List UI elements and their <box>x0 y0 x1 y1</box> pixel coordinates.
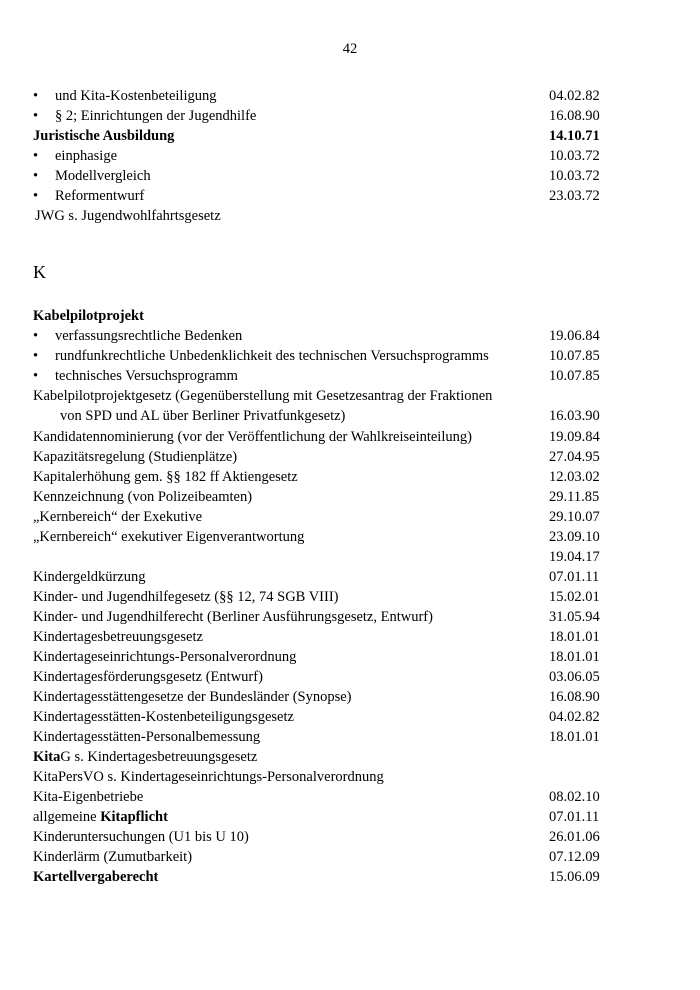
list-item <box>33 587 673 607</box>
entry-text: Kindertagesstätten-Kostenbeteiligungsgesetz <box>33 709 294 725</box>
entry-date: 03.06.05 <box>549 669 600 685</box>
list-item <box>33 467 673 487</box>
entry-text: Kinderuntersuchungen (U1 bis U 10) <box>33 829 249 845</box>
entry-date: 18.01.01 <box>549 649 600 665</box>
entry-date: 19.04.17 <box>549 549 600 565</box>
entry-text: verfassungsrechtliche Bedenken <box>55 328 243 344</box>
list-item <box>33 567 673 587</box>
list-item <box>33 727 673 747</box>
entry-text: JWG s. Jugendwohlfahrtsgesetz <box>35 208 221 224</box>
list-item <box>33 406 673 426</box>
entry-text-bold: Kitapflicht <box>100 809 168 825</box>
entry-text: Kapazitätsregelung (Studienplätze) <box>33 449 238 465</box>
page-number: 42 <box>342 41 358 57</box>
entry-text: G s. Kindertagesbetreuungsgesetz <box>60 749 258 765</box>
entry-heading: Kartellvergaberecht <box>33 869 159 885</box>
bullet-glyph: • <box>33 368 39 384</box>
entry-text: Kindertageseinrichtungs-Personalverordnung <box>33 649 297 665</box>
list-item <box>33 747 673 767</box>
bullet-glyph: • <box>33 168 39 184</box>
entry-date: 18.01.01 <box>549 729 600 745</box>
list-item <box>33 827 673 847</box>
entry-text: Kennzeichnung (von Polizeibeamten) <box>33 489 253 505</box>
entry-date: 18.01.01 <box>549 629 600 645</box>
list-item <box>33 847 673 867</box>
list-item <box>33 627 673 647</box>
entry-text: Kindertagesbetreuungsgesetz <box>33 629 203 645</box>
entry-text: Kita-Eigenbetriebe <box>33 789 144 805</box>
entry-date: 07.01.11 <box>549 569 600 585</box>
bullet-glyph: • <box>33 348 39 364</box>
list-item <box>33 647 673 667</box>
entry-date: 10.07.85 <box>549 348 600 364</box>
list-item <box>33 527 673 547</box>
entry-text-continued: von SPD und AL über Berliner Privatfunkgesetz) <box>60 408 346 424</box>
bullet-glyph: • <box>33 328 39 344</box>
list-item <box>33 306 673 326</box>
entry-date: 15.02.01 <box>549 589 600 605</box>
list-item <box>33 186 673 206</box>
list-item <box>33 386 673 406</box>
entry-date: 12.03.02 <box>549 469 600 485</box>
list-item <box>33 146 673 166</box>
entry-text: Reformentwurf <box>55 188 145 204</box>
entry-text: Kinderlärm (Zumutbarkeit) <box>33 849 193 865</box>
list-item <box>33 126 673 146</box>
entry-date: 27.04.95 <box>549 449 600 465</box>
entry-date: 15.06.09 <box>549 869 600 885</box>
list-item <box>33 166 673 186</box>
entry-text: Kindertagesstätten-Personalbemessung <box>33 729 261 745</box>
entry-text: Kinder- und Jugendhilferecht (Berliner Ausführungsgesetz, Entwurf) <box>33 609 433 625</box>
entry-date: 07.01.11 <box>549 809 600 825</box>
list-item <box>33 547 673 567</box>
entry-text: § 2; Einrichtungen der Jugendhilfe <box>55 108 257 124</box>
list-item <box>33 447 673 467</box>
bullet-glyph: • <box>33 188 39 204</box>
entry-text-bold: Kita <box>33 749 61 765</box>
entry-heading: Juristische Ausbildung <box>33 128 175 144</box>
entry-date: 08.02.10 <box>549 789 600 805</box>
entry-text: „Kernbereich“ exekutiver Eigenverantwortung <box>33 529 305 545</box>
entry-text: technisches Versuchsprogramm <box>55 368 238 384</box>
list-item <box>33 607 673 627</box>
entry-text: „Kernbereich“ der Exekutive <box>33 509 203 525</box>
entry-text: Kindergeldkürzung <box>33 569 146 585</box>
bullet-glyph: • <box>33 148 39 164</box>
entry-date: 23.09.10 <box>549 529 600 545</box>
entry-text: allgemeine <box>33 809 101 825</box>
entry-date: 19.06.84 <box>549 328 600 344</box>
list-item <box>33 366 673 386</box>
entry-date: 16.08.90 <box>549 108 600 124</box>
list-item <box>33 326 673 346</box>
list-item <box>33 106 673 126</box>
entry-date: 19.09.84 <box>549 429 600 445</box>
entry-date: 29.11.85 <box>549 489 600 505</box>
entry-date: 16.03.90 <box>549 408 600 424</box>
entry-text: Kinder- und Jugendhilfegesetz (§§ 12, 74 SGB VIII) <box>33 589 339 605</box>
list-item <box>33 206 673 226</box>
list-item <box>33 86 673 106</box>
list-item <box>33 507 673 527</box>
list-item <box>33 787 673 807</box>
entry-date: 14.10.71 <box>549 128 600 144</box>
entry-text: Kindertagesstättengesetze der Bundesländer (Synopse) <box>33 689 352 705</box>
entry-date: 16.08.90 <box>549 689 600 705</box>
list-item <box>33 707 673 727</box>
entry-heading: Kabelpilotprojekt <box>33 308 144 324</box>
entry-date: 07.12.09 <box>549 849 600 865</box>
entry-date: 10.03.72 <box>549 148 600 164</box>
entry-text: und Kita-Kostenbeteiligung <box>55 88 217 104</box>
entry-text: Kandidatennominierung (vor der Veröffentlichung der Wahlkreiseinteilung) <box>33 429 472 445</box>
bullet-glyph: • <box>33 108 39 124</box>
entry-text: Modellvergleich <box>55 168 151 184</box>
entry-text: Kapitalerhöhung gem. §§ 182 ff Aktiengesetz <box>33 469 298 485</box>
list-item <box>33 807 673 827</box>
section-letter: K <box>33 262 46 282</box>
entry-date: 10.07.85 <box>549 368 600 384</box>
entry-date: 04.02.82 <box>549 88 600 104</box>
entry-date: 29.10.07 <box>549 509 600 525</box>
entry-date: 31.05.94 <box>549 609 600 625</box>
entry-text: Kabelpilotprojektgesetz (Gegenüberstellung mit Gesetzesantrag der Fraktionen <box>33 388 493 404</box>
entry-date: 23.03.72 <box>549 188 600 204</box>
bullet-glyph: • <box>33 88 39 104</box>
entry-text: KitaPersVO s. Kindertageseinrichtungs-Personalverordnung <box>33 769 384 785</box>
entry-date: 10.03.72 <box>549 168 600 184</box>
list-item <box>33 767 673 787</box>
list-item <box>33 487 673 507</box>
list-item <box>33 427 673 447</box>
list-item <box>33 346 673 366</box>
list-item <box>33 667 673 687</box>
entry-date: 26.01.06 <box>549 829 600 845</box>
entry-text: einphasige <box>55 148 118 164</box>
list-item <box>33 867 673 887</box>
entry-date: 04.02.82 <box>549 709 600 725</box>
entry-text: Kindertagesförderungsgesetz (Entwurf) <box>33 669 263 685</box>
list-item <box>33 687 673 707</box>
entry-text: rundfunkrechtliche Unbedenklichkeit des technischen Versuchsprogramms <box>55 348 489 364</box>
